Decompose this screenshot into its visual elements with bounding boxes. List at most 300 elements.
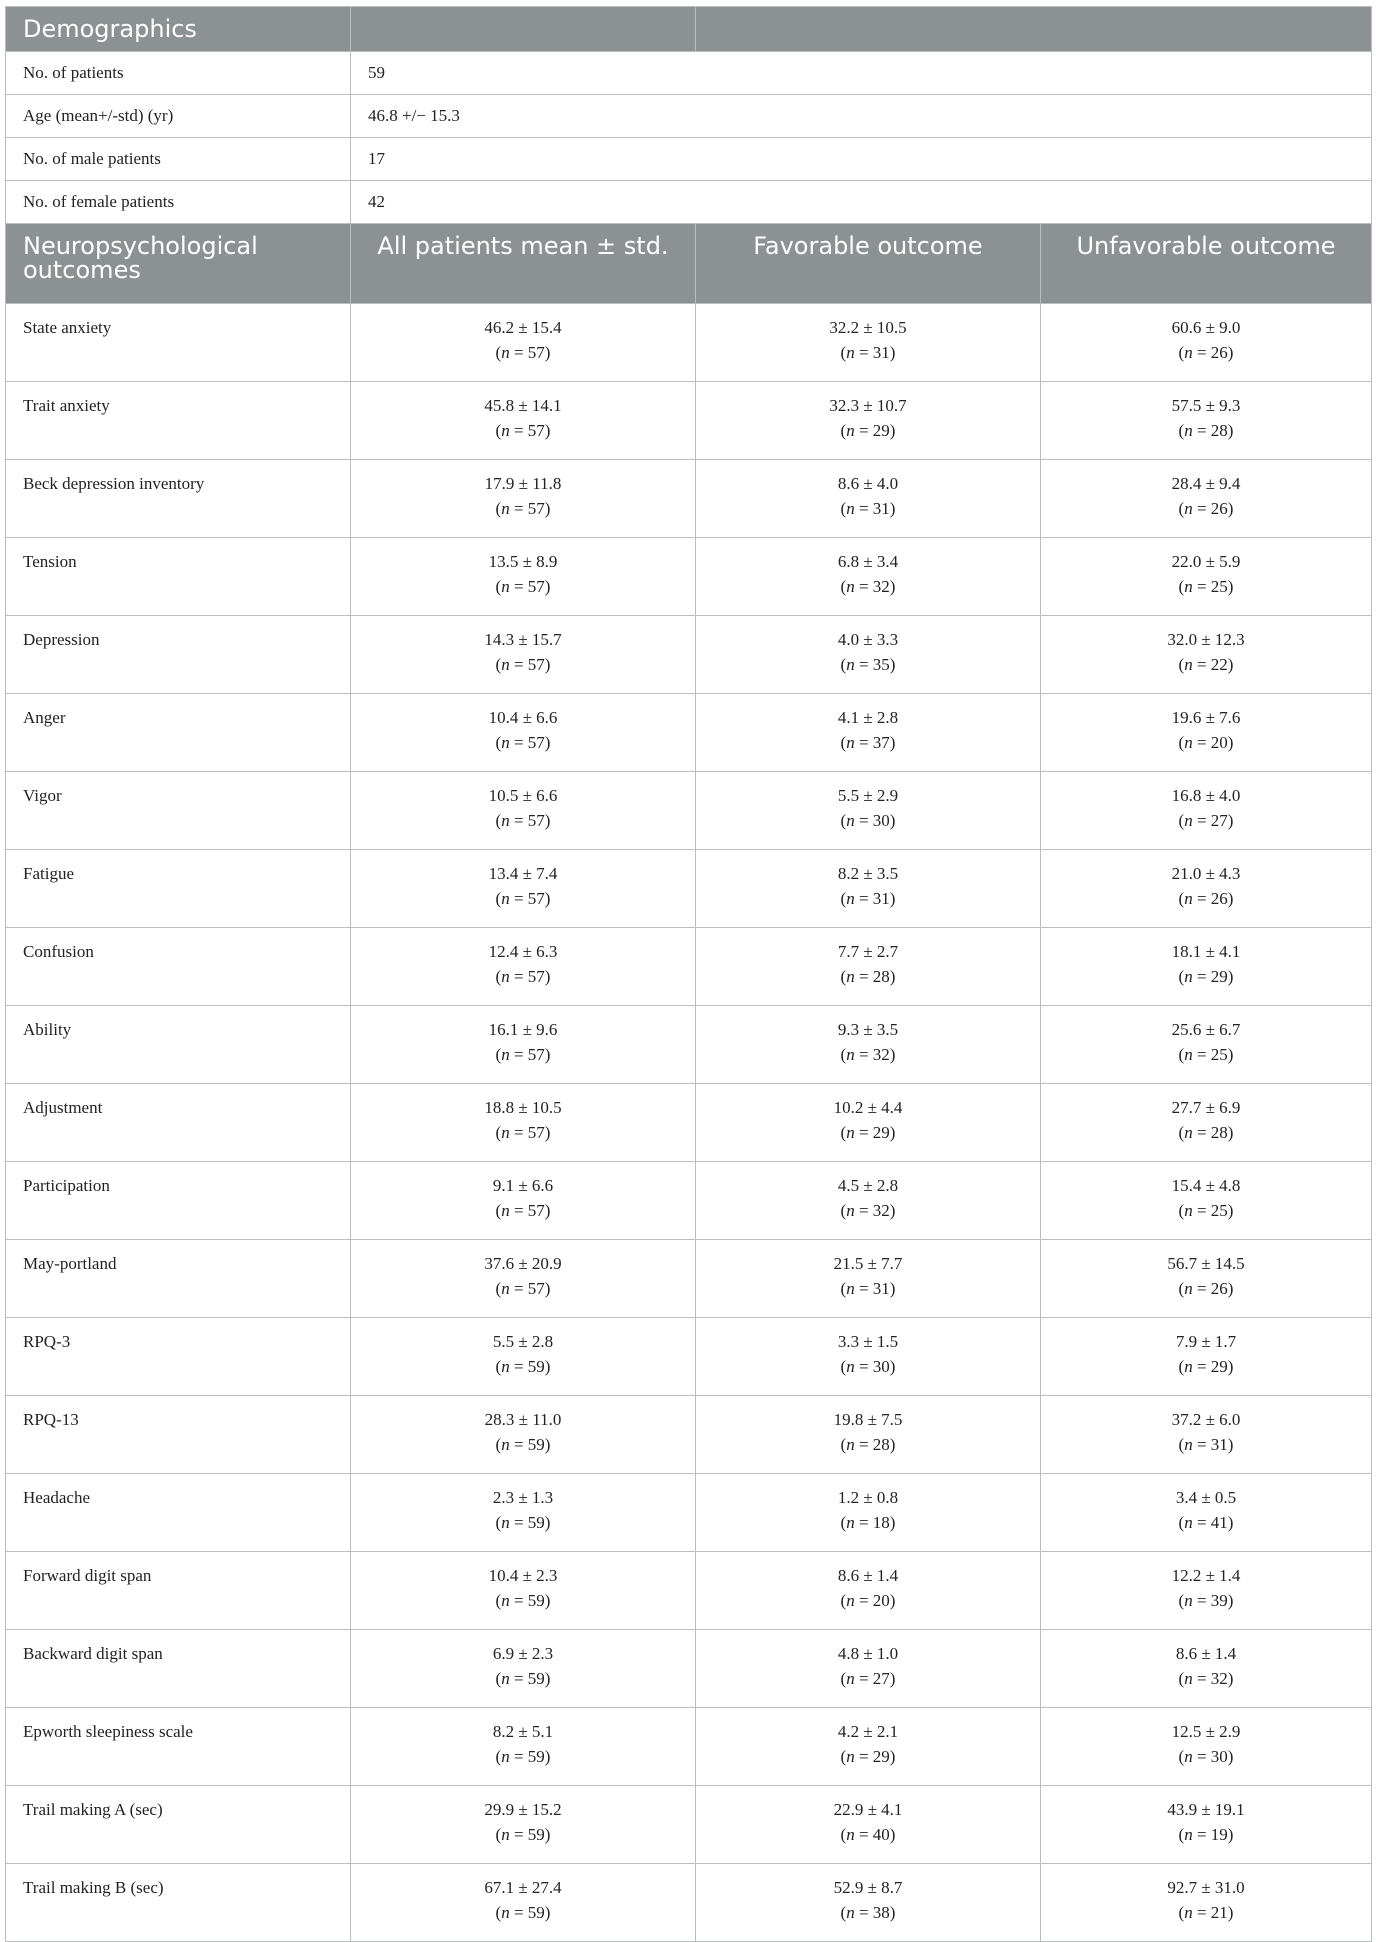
all-patients-cell [351, 694, 696, 772]
all-patients-cell [351, 772, 696, 850]
unfavorable-sample-size: (n = 28) [1178, 421, 1234, 440]
n-symbol: n [1184, 889, 1193, 908]
favorable-n-value: 28 [872, 967, 890, 986]
demographics-blank-cell [696, 181, 1372, 224]
all-patients-sample-size: (n = 57) [495, 421, 551, 440]
favorable-mean-std: 6.8 ± 3.4 [837, 552, 899, 571]
n-symbol: n [501, 967, 510, 986]
unfavorable-sample-size: (n = 41) [1178, 1513, 1234, 1532]
all-patients-sample-size: (n = 59) [495, 1903, 551, 1922]
n-symbol: n [501, 1201, 510, 1220]
unfavorable-mean-std: 22.0 ± 5.9 [1171, 552, 1241, 571]
n-symbol: n [1184, 733, 1193, 752]
favorable-n-value: 32 [872, 1201, 890, 1220]
favorable-mean-std: 8.2 ± 3.5 [837, 864, 899, 883]
n-symbol: n [501, 1747, 510, 1766]
outcome-row [6, 382, 1372, 460]
all-patients-n-value: 57 [527, 499, 545, 518]
favorable-mean-std: 4.0 ± 3.3 [837, 630, 899, 649]
favorable-mean-std: 19.8 ± 7.5 [833, 1410, 903, 1429]
n-symbol: n [1184, 1903, 1193, 1922]
favorable-sample-size: (n = 29) [840, 1747, 896, 1766]
unfavorable-sample-size: (n = 25) [1178, 1045, 1234, 1064]
unfavorable-cell [1041, 1318, 1372, 1396]
unfavorable-mean-std: 25.6 ± 6.7 [1171, 1020, 1241, 1039]
favorable-mean-std: 4.8 ± 1.0 [837, 1644, 899, 1663]
demographics-label: No. of female patients [6, 181, 351, 224]
unfavorable-mean-std: 56.7 ± 14.5 [1167, 1254, 1245, 1273]
unfavorable-sample-size: (n = 31) [1178, 1435, 1234, 1454]
all-patients-cell [351, 1708, 696, 1786]
unfavorable-sample-size: (n = 30) [1178, 1747, 1234, 1766]
n-symbol: n [501, 1591, 510, 1610]
n-symbol: n [846, 1591, 855, 1610]
outcome-measure-name: Confusion [6, 928, 351, 1006]
favorable-cell [696, 1396, 1041, 1474]
unfavorable-cell [1041, 1786, 1372, 1864]
favorable-mean-std: 21.5 ± 7.7 [833, 1254, 903, 1273]
n-symbol: n [501, 1279, 510, 1298]
demographics-row [6, 138, 1372, 181]
outcome-measure-name: Backward digit span [6, 1630, 351, 1708]
favorable-mean-std: 3.3 ± 1.5 [837, 1332, 899, 1351]
outcome-measure-name: Fatigue [6, 850, 351, 928]
n-symbol: n [1184, 1513, 1193, 1532]
column-header-unfavorable: Unfavorable outcome [1041, 224, 1372, 304]
unfavorable-sample-size: (n = 21) [1178, 1903, 1234, 1922]
unfavorable-n-value: 20 [1210, 733, 1228, 752]
favorable-mean-std: 8.6 ± 4.0 [837, 474, 899, 493]
outcome-measure-name: Beck depression inventory [6, 460, 351, 538]
favorable-mean-std: 32.3 ± 10.7 [829, 396, 907, 415]
all-patients-mean-std: 9.1 ± 6.6 [492, 1176, 554, 1195]
unfavorable-cell [1041, 1552, 1372, 1630]
n-symbol: n [501, 1123, 510, 1142]
unfavorable-n-value: 27 [1210, 811, 1228, 830]
outcome-row [6, 616, 1372, 694]
all-patients-sample-size: (n = 57) [495, 1123, 551, 1142]
n-symbol: n [846, 1045, 855, 1064]
all-patients-mean-std: 14.3 ± 15.7 [484, 630, 562, 649]
demographics-value: 42 [351, 181, 696, 224]
n-symbol: n [501, 889, 510, 908]
all-patients-mean-std: 45.8 ± 14.1 [484, 396, 562, 415]
favorable-sample-size: (n = 38) [840, 1903, 896, 1922]
all-patients-mean-std: 46.2 ± 15.4 [484, 318, 562, 337]
favorable-cell [696, 694, 1041, 772]
n-symbol: n [846, 1279, 855, 1298]
all-patients-n-value: 57 [527, 1123, 545, 1142]
all-patients-n-value: 57 [527, 343, 545, 362]
unfavorable-mean-std: 15.4 ± 4.8 [1171, 1176, 1241, 1195]
favorable-n-value: 31 [872, 889, 890, 908]
favorable-n-value: 18 [872, 1513, 890, 1532]
unfavorable-mean-std: 19.6 ± 7.6 [1171, 708, 1241, 727]
unfavorable-mean-std: 37.2 ± 6.0 [1171, 1410, 1241, 1429]
outcome-row [6, 1006, 1372, 1084]
all-patients-mean-std: 8.2 ± 5.1 [492, 1722, 554, 1741]
outcomes-body [6, 224, 1372, 1942]
demographics-value: 59 [351, 52, 696, 95]
favorable-n-value: 40 [872, 1825, 890, 1844]
unfavorable-sample-size: (n = 26) [1178, 343, 1234, 362]
unfavorable-sample-size: (n = 19) [1178, 1825, 1234, 1844]
unfavorable-cell [1041, 850, 1372, 928]
favorable-mean-std: 4.1 ± 2.8 [837, 708, 899, 727]
unfavorable-n-value: 19 [1210, 1825, 1228, 1844]
outcome-row [6, 1396, 1372, 1474]
unfavorable-mean-std: 27.7 ± 6.9 [1171, 1098, 1241, 1117]
outcome-measure-name: Participation [6, 1162, 351, 1240]
unfavorable-cell [1041, 304, 1372, 382]
unfavorable-sample-size: (n = 26) [1178, 499, 1234, 518]
n-symbol: n [846, 1201, 855, 1220]
outcome-row [6, 1240, 1372, 1318]
favorable-cell [696, 1084, 1041, 1162]
favorable-mean-std: 5.5 ± 2.9 [837, 786, 899, 805]
favorable-cell [696, 1006, 1041, 1084]
favorable-sample-size: (n = 30) [840, 811, 896, 830]
unfavorable-sample-size: (n = 32) [1178, 1669, 1234, 1688]
favorable-n-value: 35 [872, 655, 890, 674]
favorable-sample-size: (n = 40) [840, 1825, 896, 1844]
unfavorable-n-value: 26 [1210, 499, 1228, 518]
outcome-row [6, 1864, 1372, 1942]
all-patients-cell [351, 304, 696, 382]
all-patients-cell [351, 928, 696, 1006]
all-patients-n-value: 59 [527, 1669, 545, 1688]
unfavorable-mean-std: 8.6 ± 1.4 [1175, 1644, 1237, 1663]
outcome-measure-name: Ability [6, 1006, 351, 1084]
outcome-measure-name: Vigor [6, 772, 351, 850]
outcome-measure-name: RPQ-3 [6, 1318, 351, 1396]
favorable-n-value: 20 [872, 1591, 890, 1610]
unfavorable-mean-std: 3.4 ± 0.5 [1175, 1488, 1237, 1507]
favorable-mean-std: 10.2 ± 4.4 [833, 1098, 903, 1117]
n-symbol: n [501, 1045, 510, 1064]
outcome-measure-name: Headache [6, 1474, 351, 1552]
unfavorable-cell [1041, 1240, 1372, 1318]
all-patients-n-value: 59 [527, 1513, 545, 1532]
unfavorable-sample-size: (n = 22) [1178, 655, 1234, 674]
favorable-cell [696, 538, 1041, 616]
all-patients-cell [351, 1006, 696, 1084]
all-patients-n-value: 57 [527, 889, 545, 908]
all-patients-n-value: 59 [527, 1591, 545, 1610]
unfavorable-mean-std: 12.5 ± 2.9 [1171, 1722, 1241, 1741]
n-symbol: n [846, 1435, 855, 1454]
outcome-row [6, 772, 1372, 850]
favorable-sample-size: (n = 35) [840, 655, 896, 674]
demographics-row [6, 52, 1372, 95]
n-symbol: n [1184, 1201, 1193, 1220]
all-patients-sample-size: (n = 57) [495, 1201, 551, 1220]
all-patients-mean-std: 18.8 ± 10.5 [484, 1098, 562, 1117]
n-symbol: n [846, 1669, 855, 1688]
unfavorable-sample-size: (n = 28) [1178, 1123, 1234, 1142]
n-symbol: n [1184, 1747, 1193, 1766]
unfavorable-sample-size: (n = 25) [1178, 1201, 1234, 1220]
unfavorable-sample-size: (n = 25) [1178, 577, 1234, 596]
unfavorable-sample-size: (n = 26) [1178, 889, 1234, 908]
outcome-measure-name: Tension [6, 538, 351, 616]
all-patients-cell [351, 1162, 696, 1240]
all-patients-sample-size: (n = 57) [495, 1045, 551, 1064]
all-patients-sample-size: (n = 59) [495, 1669, 551, 1688]
favorable-cell [696, 1864, 1041, 1942]
all-patients-cell [351, 1318, 696, 1396]
favorable-cell [696, 1474, 1041, 1552]
favorable-mean-std: 52.9 ± 8.7 [833, 1878, 903, 1897]
all-patients-n-value: 59 [527, 1357, 545, 1376]
favorable-sample-size: (n = 28) [840, 1435, 896, 1454]
all-patients-n-value: 57 [527, 577, 545, 596]
all-patients-mean-std: 5.5 ± 2.8 [492, 1332, 554, 1351]
favorable-cell [696, 382, 1041, 460]
demographics-label: No. of patients [6, 52, 351, 95]
all-patients-sample-size: (n = 57) [495, 889, 551, 908]
favorable-sample-size: (n = 30) [840, 1357, 896, 1376]
n-symbol: n [846, 1903, 855, 1922]
unfavorable-cell [1041, 694, 1372, 772]
all-patients-cell [351, 616, 696, 694]
all-patients-n-value: 57 [527, 811, 545, 830]
unfavorable-n-value: 39 [1210, 1591, 1228, 1610]
all-patients-sample-size: (n = 57) [495, 1279, 551, 1298]
n-symbol: n [846, 967, 855, 986]
demographics-blank-cell [696, 138, 1372, 181]
all-patients-mean-std: 10.5 ± 6.6 [488, 786, 558, 805]
all-patients-sample-size: (n = 57) [495, 733, 551, 752]
outcome-measure-name: RPQ-13 [6, 1396, 351, 1474]
all-patients-sample-size: (n = 59) [495, 1513, 551, 1532]
unfavorable-cell [1041, 772, 1372, 850]
outcome-row [6, 1474, 1372, 1552]
outcome-row [6, 928, 1372, 1006]
outcome-measure-name: Trail making B (sec) [6, 1864, 351, 1942]
unfavorable-n-value: 22 [1210, 655, 1228, 674]
unfavorable-mean-std: 92.7 ± 31.0 [1167, 1878, 1245, 1897]
demographics-row [6, 95, 1372, 138]
all-patients-cell [351, 1474, 696, 1552]
demographics-blank-cell [696, 52, 1372, 95]
n-symbol: n [1184, 1123, 1193, 1142]
n-symbol: n [1184, 1279, 1193, 1298]
favorable-cell [696, 1708, 1041, 1786]
all-patients-cell [351, 1084, 696, 1162]
all-patients-mean-std: 2.3 ± 1.3 [492, 1488, 554, 1507]
n-symbol: n [1184, 1357, 1193, 1376]
all-patients-mean-std: 12.4 ± 6.3 [488, 942, 558, 961]
n-symbol: n [846, 577, 855, 596]
all-patients-sample-size: (n = 59) [495, 1357, 551, 1376]
outcome-row [6, 460, 1372, 538]
unfavorable-cell [1041, 1006, 1372, 1084]
demographics-blank-cell [696, 95, 1372, 138]
n-symbol: n [1184, 1825, 1193, 1844]
n-symbol: n [1184, 1435, 1193, 1454]
favorable-n-value: 29 [872, 421, 890, 440]
unfavorable-sample-size: (n = 29) [1178, 967, 1234, 986]
outcome-measure-name: Epworth sleepiness scale [6, 1708, 351, 1786]
n-symbol: n [501, 655, 510, 674]
favorable-sample-size: (n = 31) [840, 889, 896, 908]
all-patients-mean-std: 6.9 ± 2.3 [492, 1644, 554, 1663]
unfavorable-sample-size: (n = 20) [1178, 733, 1234, 752]
favorable-n-value: 28 [872, 1435, 890, 1454]
n-symbol: n [1184, 1591, 1193, 1610]
unfavorable-mean-std: 16.8 ± 4.0 [1171, 786, 1241, 805]
outcome-measure-name: Forward digit span [6, 1552, 351, 1630]
all-patients-mean-std: 28.3 ± 11.0 [484, 1410, 562, 1429]
favorable-mean-std: 4.2 ± 2.1 [837, 1722, 899, 1741]
unfavorable-mean-std: 21.0 ± 4.3 [1171, 864, 1241, 883]
column-header-all-patients: All patients mean ± std. [351, 224, 696, 304]
all-patients-cell [351, 460, 696, 538]
all-patients-cell [351, 1396, 696, 1474]
outcome-measure-name: Trail making A (sec) [6, 1786, 351, 1864]
all-patients-cell [351, 538, 696, 616]
favorable-n-value: 31 [872, 499, 890, 518]
unfavorable-mean-std: 12.2 ± 1.4 [1171, 1566, 1241, 1585]
demographics-body [6, 52, 1372, 224]
n-symbol: n [501, 1903, 510, 1922]
unfavorable-n-value: 29 [1210, 1357, 1228, 1376]
all-patients-cell [351, 382, 696, 460]
outcome-measure-name: Adjustment [6, 1084, 351, 1162]
demographics-title: Demographics [6, 7, 351, 52]
unfavorable-cell [1041, 1396, 1372, 1474]
all-patients-sample-size: (n = 59) [495, 1591, 551, 1610]
n-symbol: n [846, 889, 855, 908]
favorable-n-value: 31 [872, 343, 890, 362]
unfavorable-sample-size: (n = 27) [1178, 811, 1234, 830]
outcome-row [6, 694, 1372, 772]
unfavorable-cell [1041, 928, 1372, 1006]
n-symbol: n [1184, 577, 1193, 596]
unfavorable-n-value: 28 [1210, 1123, 1228, 1142]
unfavorable-cell [1041, 1474, 1372, 1552]
n-symbol: n [1184, 421, 1193, 440]
n-symbol: n [1184, 499, 1193, 518]
n-symbol: n [501, 733, 510, 752]
all-patients-n-value: 59 [527, 1435, 545, 1454]
unfavorable-cell [1041, 1630, 1372, 1708]
n-symbol: n [501, 1669, 510, 1688]
favorable-n-value: 27 [872, 1669, 890, 1688]
all-patients-cell [351, 1786, 696, 1864]
outcome-row [6, 538, 1372, 616]
favorable-cell [696, 1240, 1041, 1318]
outcome-row [6, 1084, 1372, 1162]
demographics-value: 17 [351, 138, 696, 181]
favorable-sample-size: (n = 28) [840, 967, 896, 986]
n-symbol: n [501, 343, 510, 362]
unfavorable-sample-size: (n = 29) [1178, 1357, 1234, 1376]
unfavorable-mean-std: 7.9 ± 1.7 [1175, 1332, 1237, 1351]
favorable-n-value: 29 [872, 1123, 890, 1142]
favorable-mean-std: 1.2 ± 0.8 [837, 1488, 899, 1507]
all-patients-mean-std: 17.9 ± 11.8 [484, 474, 562, 493]
unfavorable-mean-std: 18.1 ± 4.1 [1171, 942, 1241, 961]
patient-outcomes-table-container [5, 6, 1371, 1942]
unfavorable-cell [1041, 538, 1372, 616]
all-patients-n-value: 57 [527, 967, 545, 986]
n-symbol: n [1184, 967, 1193, 986]
outcome-row [6, 850, 1372, 928]
demographics-label: Age (mean+/-std) (yr) [6, 95, 351, 138]
unfavorable-mean-std: 57.5 ± 9.3 [1171, 396, 1241, 415]
outcome-measure-name: Depression [6, 616, 351, 694]
favorable-n-value: 29 [872, 1747, 890, 1766]
n-symbol: n [1184, 655, 1193, 674]
favorable-sample-size: (n = 32) [840, 1201, 896, 1220]
favorable-mean-std: 7.7 ± 2.7 [837, 942, 899, 961]
favorable-sample-size: (n = 31) [840, 1279, 896, 1298]
outcome-row [6, 1786, 1372, 1864]
unfavorable-n-value: 30 [1210, 1747, 1228, 1766]
all-patients-n-value: 59 [527, 1903, 545, 1922]
favorable-n-value: 30 [872, 1357, 890, 1376]
all-patients-cell [351, 1630, 696, 1708]
n-symbol: n [1184, 1045, 1193, 1064]
all-patients-n-value: 57 [527, 1045, 545, 1064]
all-patients-mean-std: 67.1 ± 27.4 [484, 1878, 562, 1897]
favorable-mean-std: 8.6 ± 1.4 [837, 1566, 899, 1585]
n-symbol: n [846, 1357, 855, 1376]
favorable-cell [696, 1318, 1041, 1396]
unfavorable-sample-size: (n = 26) [1178, 1279, 1234, 1298]
all-patients-sample-size: (n = 57) [495, 499, 551, 518]
unfavorable-n-value: 26 [1210, 1279, 1228, 1298]
demographics-row [6, 181, 1372, 224]
all-patients-n-value: 57 [527, 1201, 545, 1220]
all-patients-sample-size: (n = 57) [495, 577, 551, 596]
favorable-cell [696, 850, 1041, 928]
all-patients-cell [351, 1864, 696, 1942]
n-symbol: n [846, 1513, 855, 1532]
n-symbol: n [501, 1825, 510, 1844]
all-patients-n-value: 59 [527, 1825, 545, 1844]
all-patients-sample-size: (n = 57) [495, 967, 551, 986]
n-symbol: n [846, 1747, 855, 1766]
outcomes-header-row [6, 224, 1372, 304]
unfavorable-cell [1041, 1084, 1372, 1162]
n-symbol: n [1184, 343, 1193, 362]
all-patients-mean-std: 10.4 ± 2.3 [488, 1566, 558, 1585]
unfavorable-cell [1041, 616, 1372, 694]
favorable-sample-size: (n = 27) [840, 1669, 896, 1688]
favorable-sample-size: (n = 18) [840, 1513, 896, 1532]
favorable-n-value: 37 [872, 733, 890, 752]
favorable-cell [696, 1552, 1041, 1630]
unfavorable-n-value: 41 [1210, 1513, 1228, 1532]
all-patients-sample-size: (n = 57) [495, 655, 551, 674]
all-patients-sample-size: (n = 57) [495, 811, 551, 830]
unfavorable-n-value: 25 [1210, 577, 1228, 596]
favorable-sample-size: (n = 31) [840, 343, 896, 362]
n-symbol: n [501, 811, 510, 830]
favorable-cell [696, 616, 1041, 694]
n-symbol: n [846, 1123, 855, 1142]
all-patients-sample-size: (n = 57) [495, 343, 551, 362]
n-symbol: n [846, 343, 855, 362]
favorable-cell [696, 304, 1041, 382]
patient-outcomes-table [5, 6, 1372, 1942]
all-patients-mean-std: 13.4 ± 7.4 [488, 864, 558, 883]
unfavorable-n-value: 26 [1210, 889, 1228, 908]
n-symbol: n [501, 421, 510, 440]
